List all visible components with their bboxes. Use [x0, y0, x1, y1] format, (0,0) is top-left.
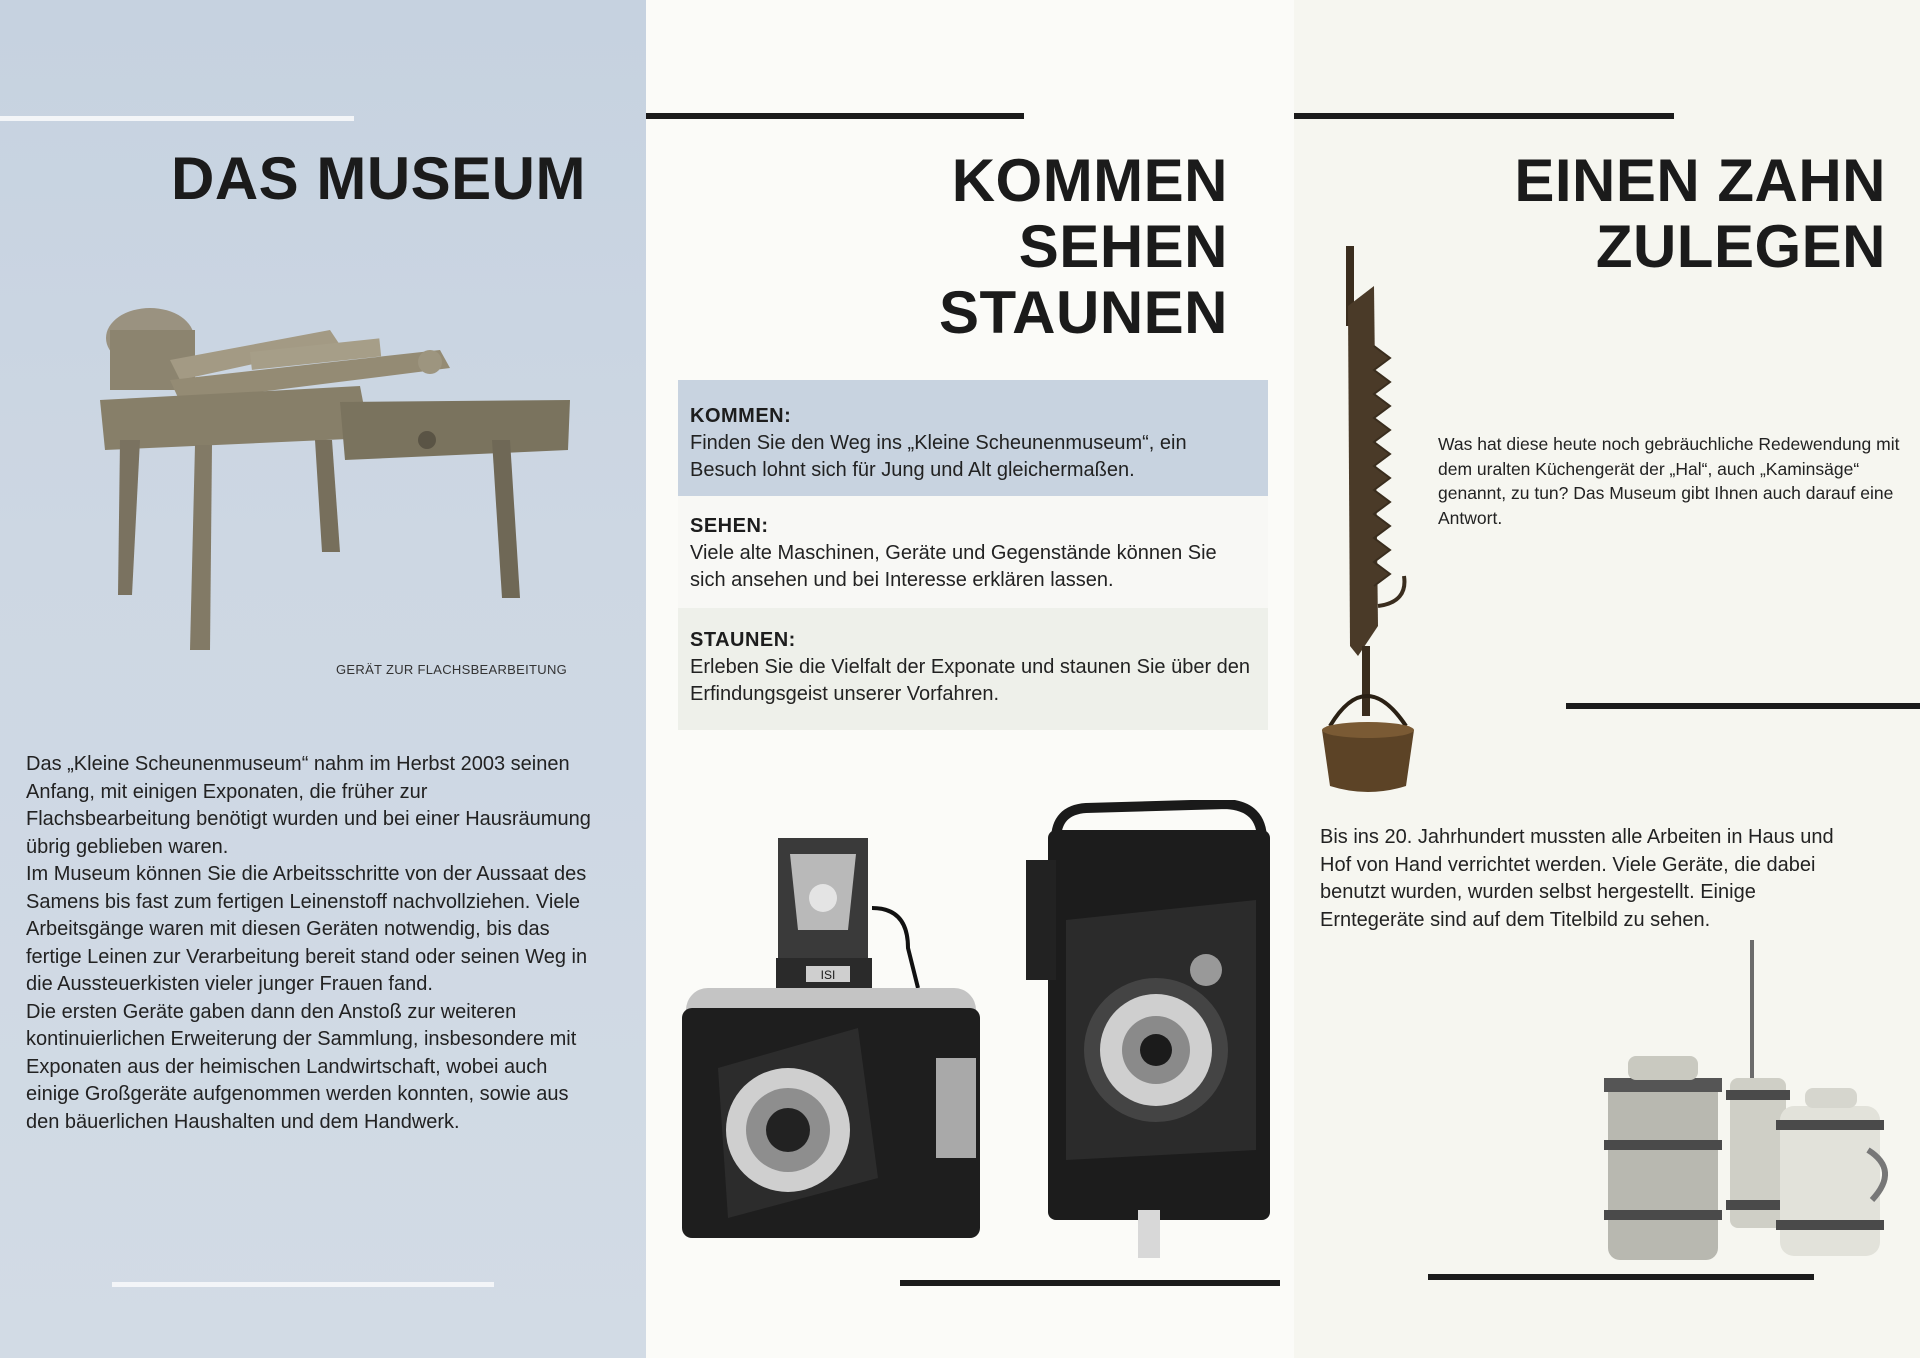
kommen-box — [678, 380, 1268, 496]
panel-tooth — [1294, 0, 1920, 1358]
top-rule — [1294, 113, 1674, 119]
image-caption: GERÄT ZUR FLACHSBEARBEITUNG — [336, 662, 568, 677]
butter-churns-image — [1600, 940, 1890, 1270]
museum-body-text — [26, 751, 596, 1136]
bellows-camera-image — [1026, 800, 1294, 1260]
kommen-label: KOMMEN: — [690, 405, 792, 427]
title-line-3: STAUNEN — [938, 279, 1228, 346]
paragraph-2: Im Museum können Sie die Arbeitsschritte von der Aussaat des Samens bis fast zum fertigen Leinenstoff nachvollziehen. Viele Arbeitsgänge waren mit diesen Geräten notwendig, bis das fertige Leinen zur Verarbeitung bereit stand oder seinen Weg in die Aussteuerkisten vieler junger Frauen fand. — [26, 863, 588, 995]
title-line-1: KOMMEN — [951, 147, 1228, 214]
title-line-1: EINEN ZAHN — [1514, 147, 1886, 214]
bottom-rule — [112, 1282, 494, 1287]
bottom-rule — [1428, 1274, 1814, 1280]
staunen-label: STAUNEN: — [690, 629, 796, 651]
top-rule — [646, 113, 1024, 119]
top-rule — [0, 116, 354, 121]
folding-camera-with-flash-image — [678, 838, 988, 1238]
flax-processing-device-image — [100, 290, 580, 660]
panel-museum — [0, 0, 646, 1358]
title-line-2: ZULEGEN — [1595, 213, 1886, 280]
paragraph-1: Das „Kleine Scheunenmuseum“ nahm im Herbst 2003 seinen Anfang, mit einigen Exponaten, die früher zur Flachsbearbeitung benötigt wurden und bei einer Hausräumung übrig geblieben waren. — [26, 753, 591, 858]
flash-brand-label: ISI — [820, 968, 836, 982]
staunen-box — [678, 608, 1268, 730]
kaminsaege-image — [1318, 246, 1428, 796]
staunen-text: Erleben Sie die Vielfalt der Exponate und staunen Sie über den Erfindungsgeist unserer Vorfahren. — [690, 656, 1251, 705]
page-title: DAS MUSEUM — [170, 145, 586, 212]
sehen-text: Viele alte Maschinen, Geräte und Gegenstände können Sie sich ansehen und bei Interesse erklären lassen. — [690, 542, 1217, 591]
page-title — [939, 148, 1228, 346]
title-line-2: SEHEN — [1018, 213, 1228, 280]
page-title — [1514, 148, 1886, 280]
kommen-text: Finden Sie den Weg ins „Kleine Scheunenmuseum“, ein Besuch lohnt sich für Jung und Alt gleichermaßen. — [690, 432, 1187, 481]
middle-rule — [1566, 703, 1920, 709]
sehen-box — [678, 496, 1268, 608]
panel-visit — [646, 0, 1294, 1358]
tooth-body-text: Bis ins 20. Jahrhundert mussten alle Arbeiten in Haus und Hof von Hand verrichtet werden. Viele Geräte, die dabei benutzt wurden, wurden selbst hergestellt. Einige Erntegeräte sind auf dem Titelbild zu sehen. — [1320, 826, 1834, 931]
bottom-rule — [900, 1280, 1280, 1286]
intro-text: Was hat diese heute noch gebräuchliche Redewendung mit dem uralten Küchengerät der „Hal“, auch „Kaminsäge“ genannt, zu tun? Das Museum gibt Ihnen auch darauf eine Antwort. — [1438, 434, 1900, 528]
sehen-label: SEHEN: — [690, 515, 769, 537]
paragraph-3: Die ersten Geräte gaben dann den Anstoß zur weiteren kontinuierlichen Erweiterung der Sammlung, insbesondere mit Exponaten aus der heimischen Landwirtschaft, wobei auch einige Großgeräte aufgenommen werden konnten, sowie aus den bäuerlichen Haushalten und dem Handwerk. — [26, 1000, 577, 1133]
